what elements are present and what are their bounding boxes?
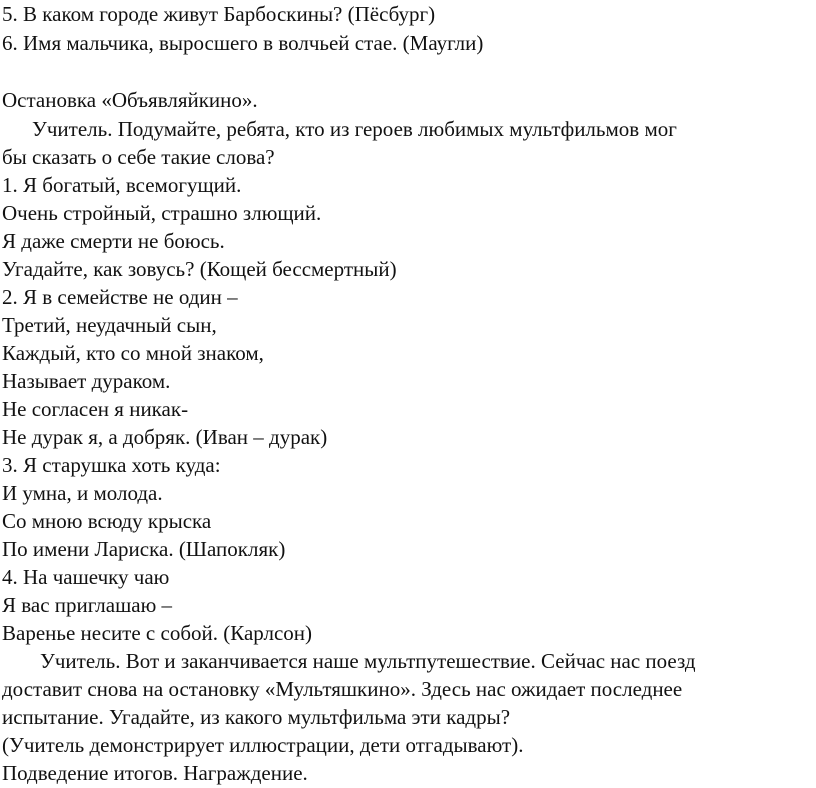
text-line: По имени Лариска. (Шапокляк) [2,537,286,561]
text-line: Угадайте, как зовусь? (Кощей бессмертный) [2,257,397,281]
text-line: И умна, и молода. [2,481,163,505]
text-line: Я даже смерти не боюсь. [2,229,225,253]
text-line: испытание. Угадайте, из какого мультфильма эти кадры? [2,705,511,729]
text-line: 4. На чашечку чаю [2,565,170,589]
text-line: Подведение итогов. Награждение. [2,761,308,785]
text-line: Учитель. Вот и заканчивается наше мультпутешествие. Сейчас нас поезд [40,649,696,673]
text-line: Варенье несите с собой. (Карлсон) [2,621,313,645]
text-line: Очень стройный, страшно злющий. [2,201,322,225]
text-line: Я вас приглашаю – [2,593,173,617]
text-line: Со мною всюду крыска [2,509,212,533]
text-line: Называет дураком. [2,369,171,393]
text-line: 1. Я богатый, всемогущий. [2,173,242,197]
text-line: 5. В каком городе живут Барбоскины? (Пёсбург) [2,2,436,26]
text-line: Не согласен я никак- [2,397,189,421]
text-line: (Учитель демонстрирует иллюстрации, дети отгадывают). [2,733,524,757]
text-line: бы сказать о себе такие слова? [2,145,275,169]
text-line: доставит снова на остановку «Мультяшкино». Здесь нас ожидает последнее [2,677,683,701]
text-line: 6. Имя мальчика, выросшего в волчьей стае. (Маугли) [2,31,484,55]
text-line: Не дурак я, а добряк. (Иван – дурак) [2,425,328,449]
text-line: Учитель. Подумайте, ребята, кто из героев любимых мультфильмов мог [32,117,677,141]
text-line: 2. Я в семействе не один – [2,285,238,309]
text-line: 3. Я старушка хоть куда: [2,453,221,477]
text-line: Каждый, кто со мной знаком, [2,341,264,365]
text-line: Третий, неудачный сын, [2,313,217,337]
section-heading: Остановка «Объявляйкино». [2,88,258,112]
